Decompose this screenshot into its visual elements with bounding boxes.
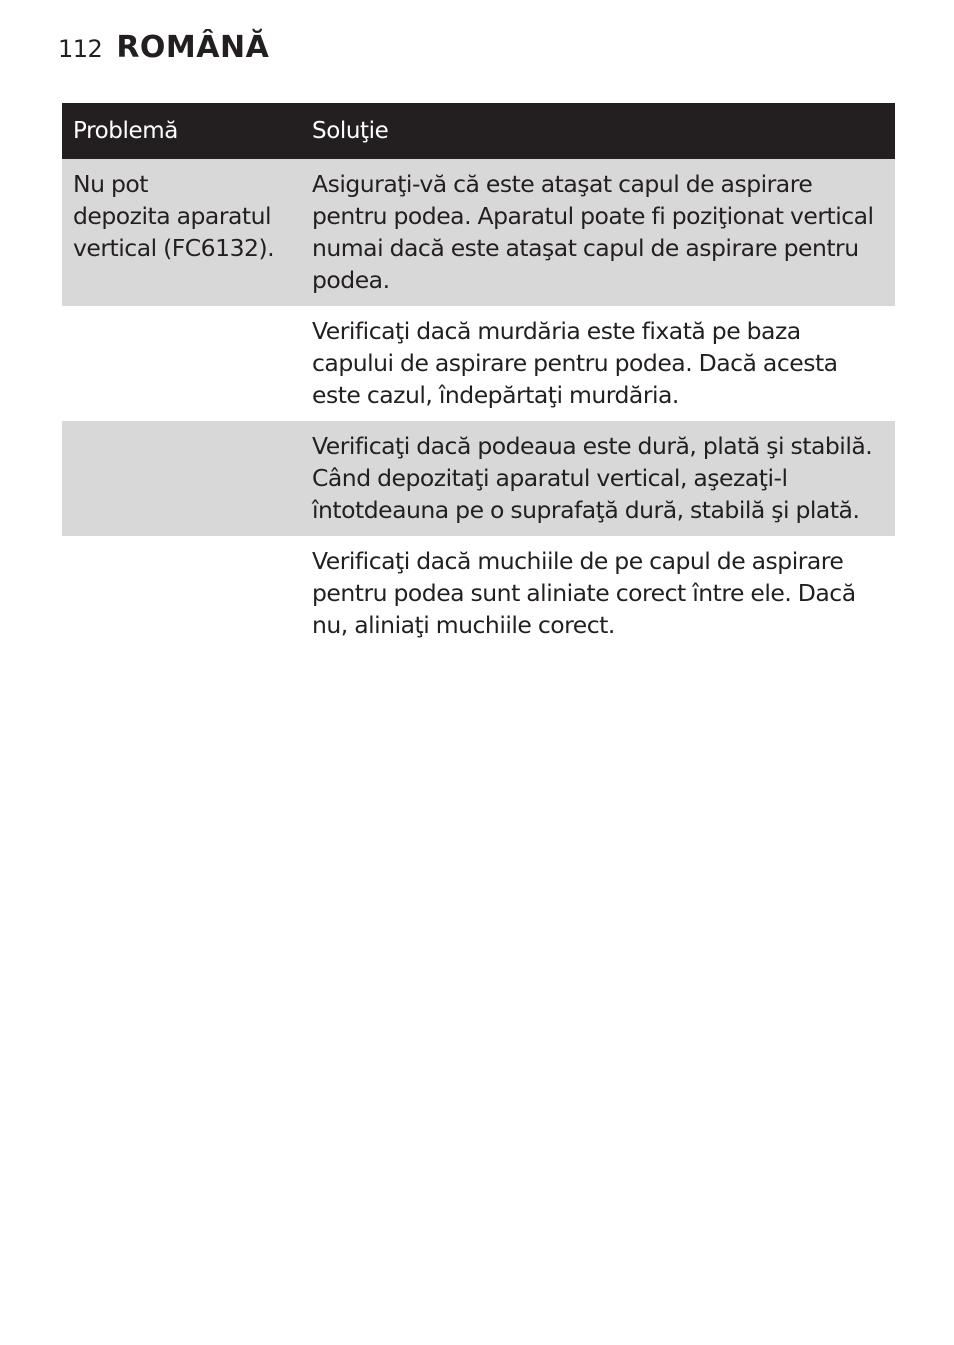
solution-cell: Verificaţi dacă podeaua este dură, plată şi stabilă. Când depozitaţi aparatul vertical, aşezaţi-l întotdeauna pe o suprafaţă dură, stabilă şi plată. [301,421,895,536]
column-header-solution: Soluţie [301,103,895,159]
solution-cell: Verificaţi dacă murdăria este fixată pe baza capului de aspirare pentru podea. Dacă acesta este cazul, îndepărtaţi murdăria. [301,306,895,421]
page-language-title: ROMÂNĂ [116,30,270,65]
troubleshooting-table [62,103,895,651]
problem-line: Nu pot depozita aparatul vertical (FC6132). [73,170,275,262]
solution-cell: Asiguraţi-vă că este ataşat capul de aspirare pentru podea. Aparatul poate fi poziţionat vertical numai dacă este ataşat capul de aspirare pentru podea. [301,159,895,306]
page-number: 112 [58,35,103,63]
problem-cell [62,306,301,421]
table-header-row [62,103,895,159]
problem-cell [62,536,301,651]
problem-cell [62,421,301,536]
table-row [62,306,895,421]
solution-cell: Verificaţi dacă muchiile de pe capul de aspirare pentru podea sunt aliniate corect între ele. Dacă nu, aliniaţi muchiile corect. [301,536,895,651]
table-row [62,536,895,651]
table-row [62,159,895,306]
table-row [62,421,895,536]
page-header [58,30,269,78]
column-header-problem: Problemă [62,103,301,159]
problem-cell [62,159,301,306]
